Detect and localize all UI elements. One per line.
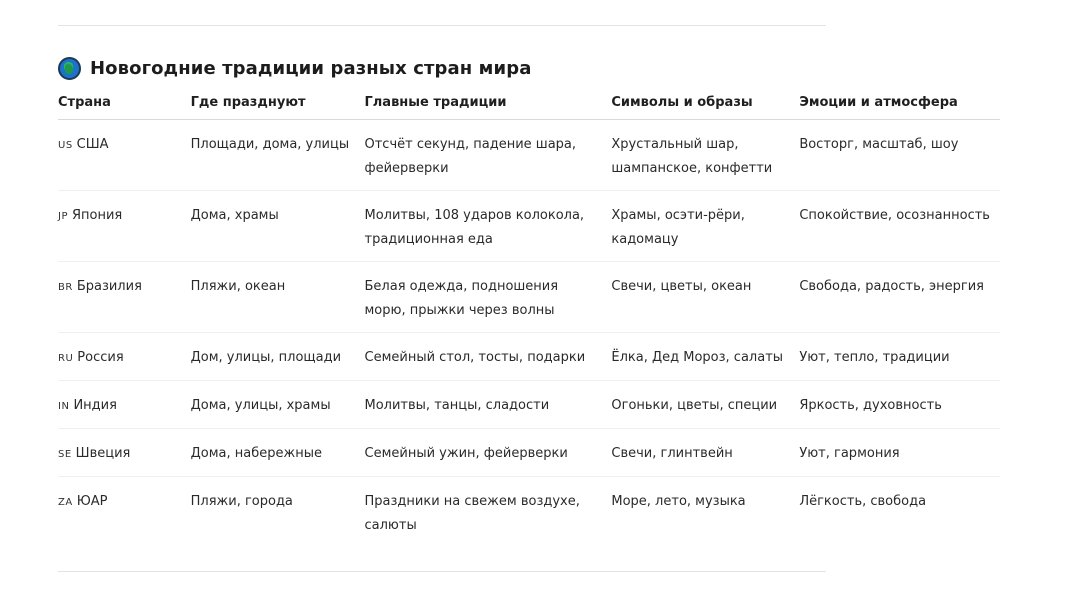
country-name: Индия [73,397,117,413]
traditions-cell: Праздники на свежем воздухе, салюты [364,493,580,533]
country-cell [58,190,191,261]
symbols-cell: Свечи, цветы, океан [611,261,799,332]
emotions-cell: Восторг, масштаб, шоу [799,119,1000,190]
symbols-cell: Огоньки, цветы, специи [611,380,799,428]
country-cell [58,380,191,428]
table-header-row [58,86,1000,119]
emotions-cell: Яркость, духовность [799,380,1000,428]
column-header-symbols: Символы и образы [611,86,799,119]
country-name: ЮАР [76,493,108,509]
globe-icon [58,57,81,80]
country-name: Япония [71,207,123,223]
country-cell [58,428,191,476]
country-name: Россия [77,349,124,365]
traditions-cell: Семейный ужин, фейерверки [365,428,612,476]
traditions-cell: Молитвы, танцы, сладости [365,380,612,428]
flag-us-icon: US [58,139,73,151]
table-row [58,428,1000,476]
country-cell [58,119,191,190]
symbols-cell: Ёлка, Дед Мороз, салаты [611,332,799,380]
column-header-country: Страна [58,86,191,119]
symbols-cell: Храмы, осэти-рёри, кадомацу [611,190,799,261]
traditions-table [58,86,1000,547]
flag-se-icon: SE [58,448,72,460]
country-name: Швеция [75,445,131,461]
where-cell: Пляжи, города [190,493,293,509]
country-cell [58,332,191,380]
section-heading [58,57,531,80]
where-cell: Дома, набережные [191,428,365,476]
where-cell: Дома, улицы, храмы [191,380,365,428]
flag-in-icon: IN [58,400,70,412]
where-cell: Площади, дома, улицы [191,119,365,190]
column-header-traditions: Главные традиции [365,86,612,119]
traditions-cell: Белая одежда, подношения морю, прыжки через волны [365,261,612,332]
table-row [58,119,1000,190]
symbols-cell: Море, лето, музыка [611,493,746,509]
country-name: США [76,136,109,152]
country-name: Бразилия [76,278,142,294]
symbols-cell: Свечи, глинтвейн [611,428,799,476]
country-cell [58,261,191,332]
where-cell: Дома, храмы [191,190,365,261]
table-row [58,332,1000,380]
traditions-cell: Семейный стол, тосты, подарки [365,332,612,380]
flag-br-icon: BR [58,281,73,293]
flag-ru-icon: RU [58,352,74,364]
traditions-cell: Молитвы, 108 ударов колокола, традиционная еда [365,190,612,261]
table-row [58,261,1000,332]
where-cell: Дом, улицы, площади [191,332,365,380]
traditions-cell: Отсчёт секунд, падение шара, фейерверки [365,119,612,190]
column-header-where: Где празднуют [191,86,365,119]
country-cell [58,476,191,547]
symbols-cell: Хрустальный шар, шампанское, конфетти [611,119,799,190]
emotions-cell: Спокойствие, осознанность [799,190,1000,261]
flag-jp-icon: JP [58,210,68,222]
table-row [58,190,1000,261]
emotions-cell: Лёгкость, свобода [799,493,927,509]
flag-za-icon: ZA [58,496,73,508]
top-divider [58,25,826,26]
column-header-emotions: Эмоции и атмосфера [799,86,1000,119]
bottom-divider [58,571,826,572]
table-row [58,380,1000,428]
where-cell: Пляжи, океан [191,261,365,332]
table-row [58,476,1000,547]
page-title: Новогодние традиции разных стран мира [90,58,532,79]
emotions-cell: Свобода, радость, энергия [799,261,1000,332]
emotions-cell: Уют, гармония [799,428,1000,476]
emotions-cell: Уют, тепло, традиции [799,332,1000,380]
